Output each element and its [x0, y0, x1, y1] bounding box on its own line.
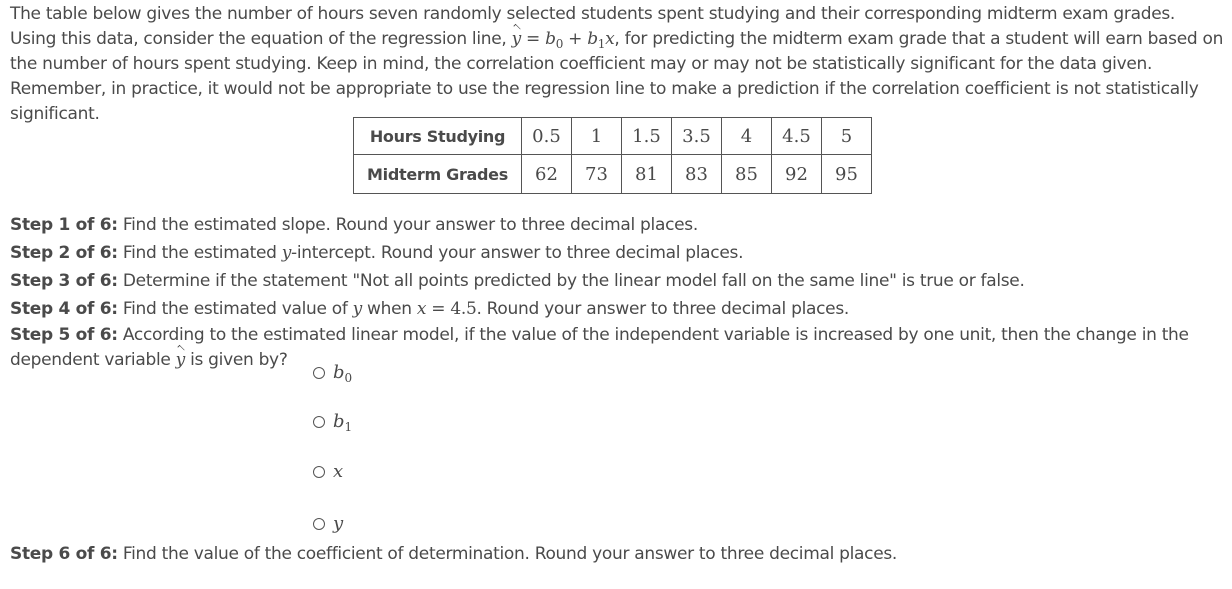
step-text: when	[361, 299, 417, 319]
table-cell: 81	[622, 155, 672, 194]
step-text: dependent variable	[10, 350, 176, 370]
step-text: According to the estimated linear model, if the value of the independent variable is increased by one unit, then the change in the	[117, 325, 1189, 345]
step-5-continued	[10, 348, 288, 373]
step-text: -intercept. Round your answer to three decimal places.	[291, 243, 744, 263]
y-variable: y	[281, 243, 292, 263]
radio-button[interactable]	[313, 416, 325, 428]
data-table	[353, 117, 872, 194]
x-value: 4.5	[450, 299, 477, 319]
x-variable: x	[416, 299, 427, 319]
row-label-grades: Midterm Grades	[354, 155, 522, 194]
table-cell: 4	[722, 118, 772, 155]
step-label: Step 4 of 6:	[10, 299, 118, 319]
option-x[interactable]	[313, 461, 343, 482]
step-4	[10, 297, 849, 322]
table-cell: 0.5	[522, 118, 572, 155]
intercept-symbol: $b_0$	[545, 29, 564, 51]
step-6	[10, 542, 897, 567]
step-text: is given by?	[184, 350, 288, 370]
option-label: x	[333, 461, 344, 482]
radio-button[interactable]	[313, 367, 325, 379]
step-2	[10, 241, 743, 266]
step-label: Step 6 of 6:	[10, 544, 118, 564]
step-label: Step 3 of 6:	[10, 271, 118, 291]
step-text: Find the estimated value of	[117, 299, 353, 319]
option-label: $b_1$	[333, 411, 353, 434]
intro-text-part2: , for predicting the midterm exam grade that a student will earn based on the number of hours spent studying. Keep in mind, the correlation coefficient may or may not be statistically significant for the data given. Remember, in practice, it would not be appropriate to use the regression line to make a prediction if the correlation coefficient is not statistically significant.	[10, 29, 1224, 124]
step-5	[10, 323, 1189, 348]
radio-button[interactable]	[313, 518, 325, 530]
table-cell: 62	[522, 155, 572, 194]
option-b1[interactable]	[313, 411, 352, 432]
table-cell: 92	[772, 155, 822, 194]
table-cell: 3.5	[672, 118, 722, 155]
equals-sign: =	[520, 29, 546, 49]
row-label-hours: Hours Studying	[354, 118, 522, 155]
plus-sign: +	[563, 29, 588, 49]
option-b0[interactable]	[313, 362, 352, 383]
step-label: Step 1 of 6:	[10, 215, 118, 235]
table-cell: 83	[672, 155, 722, 194]
radio-button[interactable]	[313, 466, 325, 478]
option-label: y	[333, 513, 344, 534]
table-cell: 1.5	[622, 118, 672, 155]
table-row-hours	[354, 118, 872, 155]
step-label: Step 5 of 6:	[10, 325, 118, 345]
table-cell: 85	[722, 155, 772, 194]
step-text: Find the estimated	[117, 243, 282, 263]
problem-intro	[10, 2, 1225, 127]
step-text: . Round your answer to three decimal places.	[476, 299, 849, 319]
y-variable: y	[352, 299, 362, 319]
step-1	[10, 213, 698, 238]
step-label: Step 2 of 6:	[10, 243, 118, 263]
table-cell: 5	[822, 118, 872, 155]
slope-symbol: $b_1$	[587, 29, 606, 51]
option-label: $b_0$	[333, 362, 353, 385]
intro-text-part1: The table below gives the number of hours seven randomly selected students spent studying and their corresponding midterm exam grades. Using this data, consider the equation of the regression line,	[10, 4, 1176, 49]
equals-sign: =	[426, 299, 451, 319]
step-3	[10, 269, 1025, 294]
table-cell: 1	[572, 118, 622, 155]
table-cell: 4.5	[772, 118, 822, 155]
table-row-grades	[354, 155, 872, 194]
table-cell: 73	[572, 155, 622, 194]
table-cell: 95	[822, 155, 872, 194]
regression-yhat: y	[512, 27, 521, 52]
x-variable: x	[605, 29, 615, 49]
step-text: Determine if the statement "Not all points predicted by the linear model fall on the same line" is true or false.	[117, 271, 1025, 291]
yhat-variable: y	[176, 348, 185, 373]
option-y[interactable]	[313, 513, 343, 534]
step-text: Find the estimated slope. Round your answer to three decimal places.	[117, 215, 698, 235]
step-text: Find the value of the coefficient of determination. Round your answer to three decimal places.	[117, 544, 898, 564]
